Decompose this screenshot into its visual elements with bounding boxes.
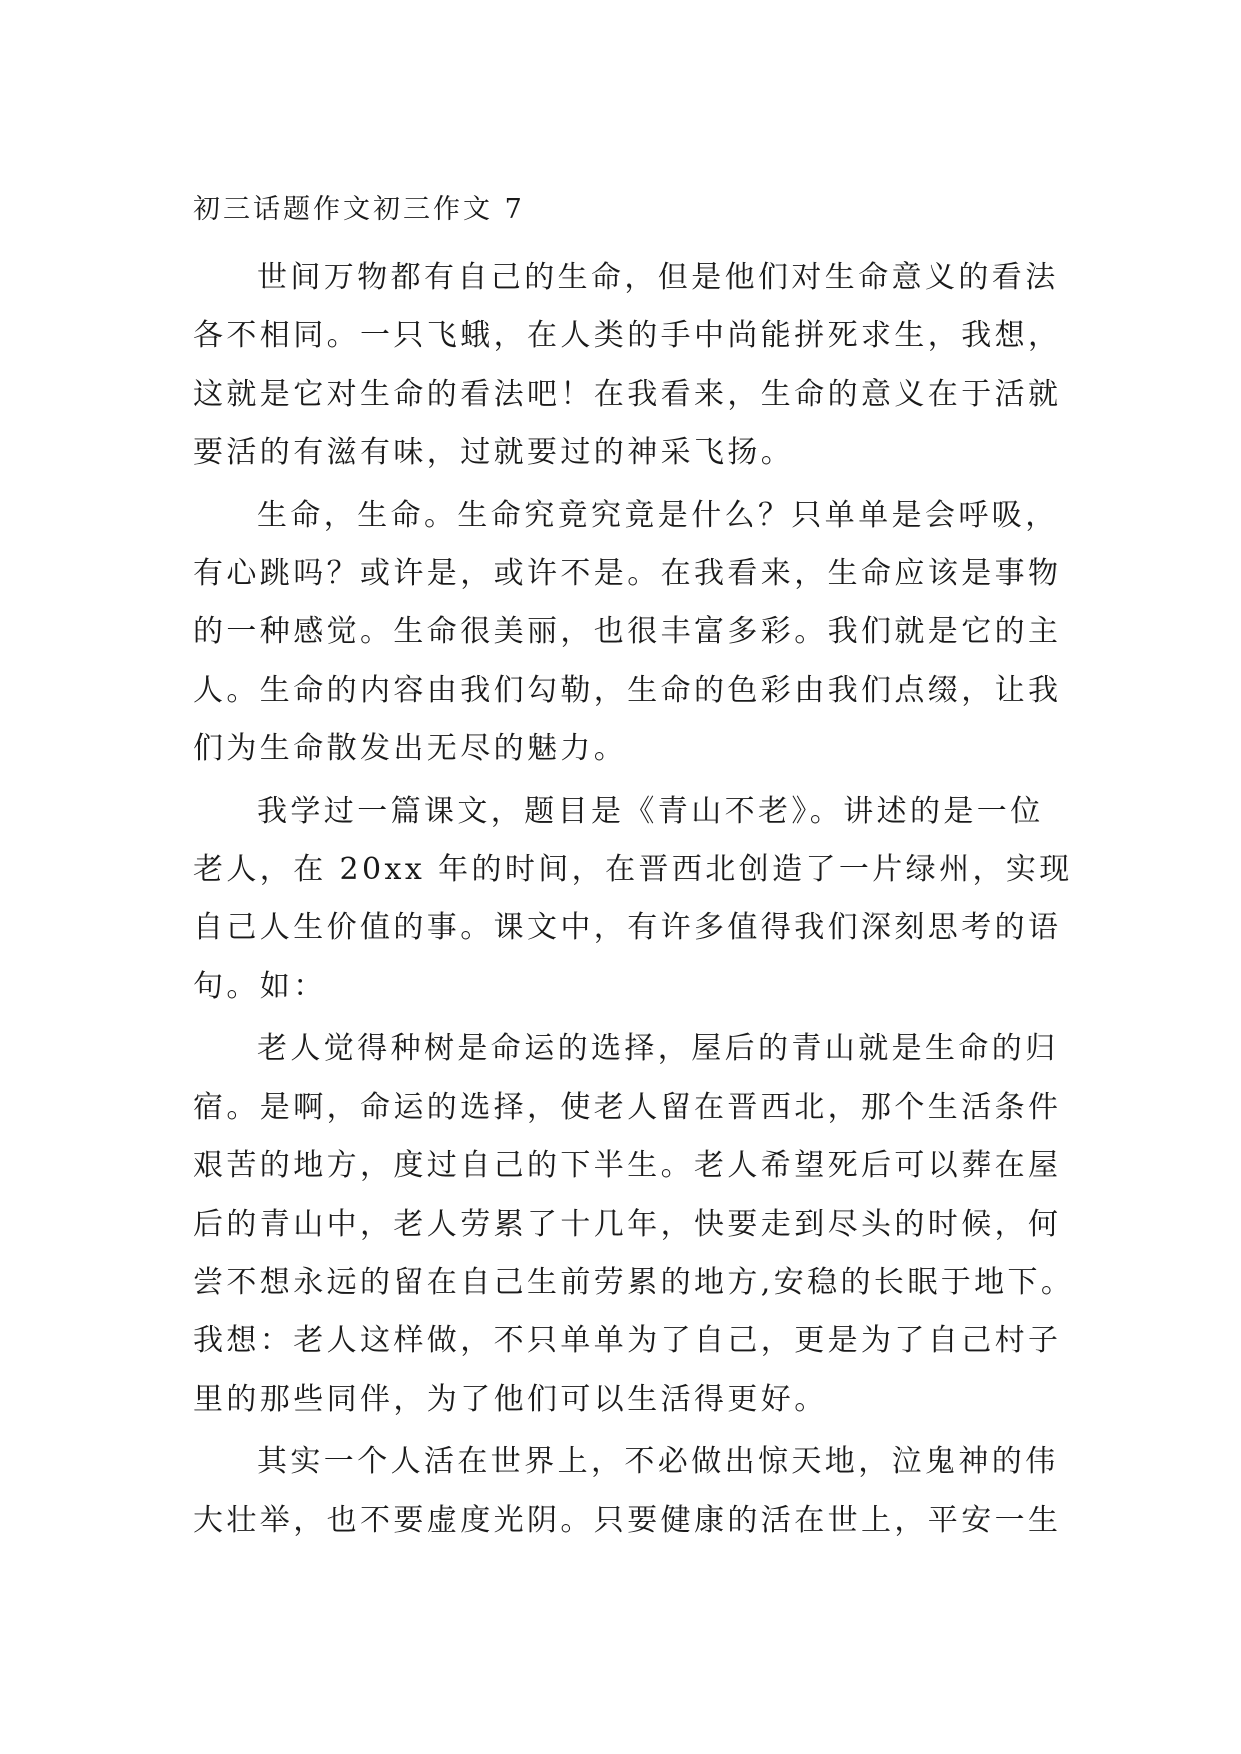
paragraph-line: 老人，在 20xx 年的时间，在晋西北创造了一片绿州，实现	[193, 852, 1073, 888]
paragraph-line: 其实一个人活在世界上，不必做出惊天地，泣鬼神的伟	[257, 1444, 1059, 1480]
paragraph-line: 这就是它对生命的看法吧！在我看来，生命的意义在于活就	[193, 376, 1062, 412]
paragraph-line: 里的那些同伴，为了他们可以生活得更好。	[193, 1381, 828, 1417]
paragraph-line: 有心跳吗？或许是，或许不是。在我看来，生命应该是事物	[193, 556, 1062, 592]
paragraph-line: 世间万物都有自己的生命，但是他们对生命意义的看法	[257, 260, 1059, 295]
paragraph-line: 尝不想永远的留在自己生前劳累的地方,安稳的长眠于地下。	[193, 1264, 1075, 1300]
paragraph-line: 句。如：	[193, 968, 327, 1004]
paragraph-line: 老人觉得种树是命运的选择，屋后的青山就是生命的归	[257, 1031, 1059, 1067]
document-body	[193, 249, 1075, 1554]
paragraph-line: 我想：老人这样做，不只单单为了自己，更是为了自己村子	[193, 1323, 1062, 1359]
paragraph-5	[193, 1433, 1062, 1550]
paragraph-2	[193, 487, 1062, 779]
paragraph-3	[193, 783, 1073, 1017]
paragraph-line: 我学过一篇课文，题目是《青山不老》。讲述的是一位	[257, 793, 1044, 829]
paragraph-1	[193, 249, 1062, 483]
paragraph-line: 生命，生命。生命究竟究竟是什么？只单单是会呼吸，	[257, 497, 1059, 533]
paragraph-line: 们为生命散发出无尽的魅力。	[193, 731, 628, 767]
paragraph-line: 后的青山中，老人劳累了十几年，快要走到尽头的时候，何	[193, 1206, 1062, 1242]
paragraph-line: 大壮举，也不要虚度光阴。只要健康的活在世上，平安一生	[193, 1502, 1062, 1538]
paragraph-line: 艰苦的地方，度过自己的下半生。老人希望死后可以葬在屋	[193, 1148, 1062, 1184]
document-title: 初三话题作文初三作文 7	[193, 194, 525, 225]
paragraph-line: 宿。是啊，命运的选择，使老人留在晋西北，那个生活条件	[193, 1089, 1062, 1125]
paragraph-line: 自己人生价值的事。课文中，有许多值得我们深刻思考的语	[193, 910, 1062, 946]
paragraph-4	[193, 1020, 1075, 1429]
paragraph-line: 的一种感觉。生命很美丽，也很丰富多彩。我们就是它的主	[193, 614, 1062, 650]
paragraph-line: 人。生命的内容由我们勾勒，生命的色彩由我们点缀，让我	[193, 672, 1062, 708]
paragraph-line: 各不相同。一只飞蛾，在人类的手中尚能拼死求生，我想，	[193, 318, 1062, 354]
paragraph-line: 要活的有滋有味，过就要过的神采飞扬。	[193, 435, 795, 471]
